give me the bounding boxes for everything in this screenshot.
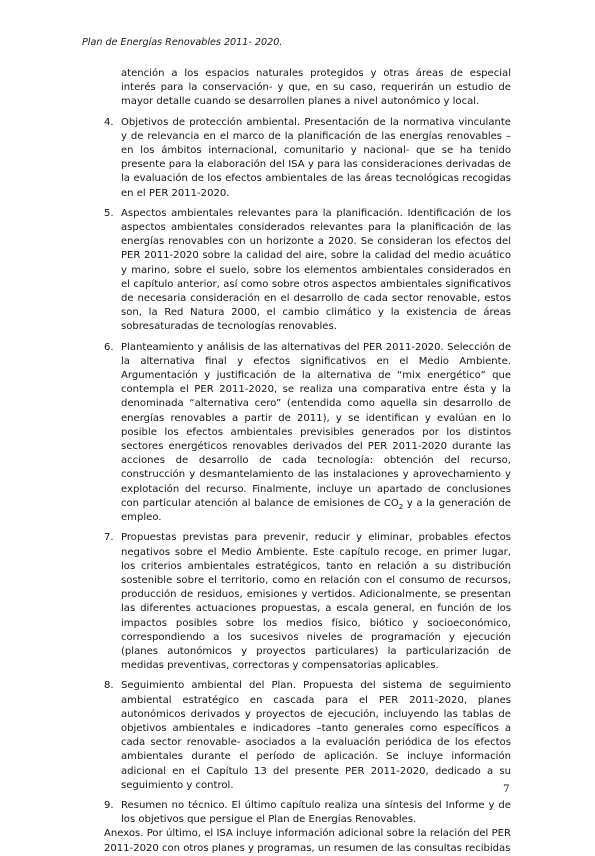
list-number: 4. xyxy=(104,116,114,128)
list-item-6 xyxy=(104,341,511,526)
page-number: 7 xyxy=(503,783,510,795)
list-item-text: Aspectos ambientales relevantes para la planificación. Identificación de los aspectos ambientales considerados relevantes para la planificación de las energías renovables con un horizonte a 2020. Se consideran los efectos del PER 2011-2020 sobre la calidad del aire, sobre la calidad del medio acuático y marino, sobre el suelo, sobre los elementos ambientales considerados en el capítulo anterior, así como sobre otros aspectos ambientales significativos de necesaria consideración en el desarrollo de cada sector renovable, estos son, la Red Natura 2000, el cambio climático y la existencia de áreas sobresaturadas de tecnologías renovables. xyxy=(121,207,511,333)
list-number: 9. xyxy=(104,799,114,811)
running-header: Plan de Energías Renovables 2011- 2020. xyxy=(82,37,283,48)
list-item-text: Seguimiento ambiental del Plan. Propuesta del sistema de seguimiento ambiental estratégico en cascada para el PER 2011-2020, planes autonómicos derivados y proyectos de ejecución, incluyendo las tablas de objetivos ambientales e indicadores –tanto generales como específicos a cada sector renovable- asociados a la evaluación periódica de los efectos ambientales durante el período de aplicación. Se incluye información adicional en el Capítulo 13 del presente PER 2011-2020, dedicado a su seguimiento y control. xyxy=(121,680,511,791)
list-number: 6. xyxy=(104,341,114,353)
list-item-9 xyxy=(104,799,511,827)
list-number: 8. xyxy=(104,680,114,692)
list-item-text-end: y a la generación de empleo. xyxy=(121,497,511,524)
subscript-2: 2 xyxy=(398,502,404,511)
list-item-5 xyxy=(104,207,511,335)
intro-continuation-paragraph: atención a los espacios naturales protegidos y otras áreas de especial interés para la conservación- y que, en su caso, requerirán un estudio de mayor detalle cuando se desarrollen planes a nivel autonómico y local. xyxy=(121,68,511,108)
body-text xyxy=(104,67,511,856)
list-number: 5. xyxy=(104,207,114,219)
list-item-text: Propuestas previstas para prevenir, reducir y eliminar, probables efectos negativos sobre el Medio Ambiente. Este capítulo recoge, en primer lugar, los criterios ambientales estratégicos, tanto en relación a su distribución sostenible sobre el territorio, como en relación con el consumo de recursos, producción de residuos, emisiones y vertidos. Adicionalmente, se presentan las diferentes actuaciones propuestas, a escala general, en función de los impactos posibles sobre los medios físico, biótico y socioeconómico, correspondiendo a los sucesivos niveles de programación y ejecución (planes autonómicos y proyectos particulares) la particularización de medidas preventivas, correctoras y compensatorias aplicables. xyxy=(121,532,511,672)
list-number: 7. xyxy=(104,532,114,544)
list-item-7 xyxy=(104,531,511,673)
list-item-text: Resumen no técnico. El último capítulo realiza una síntesis del Informe y de los objetivos que persigue el Plan de Energías Renovables. xyxy=(121,799,511,826)
list-item-8 xyxy=(104,679,511,793)
list-item-text: Objetivos de protección ambiental. Presentación de la normativa vinculante y de relevancia en el marco de la planificación de las energías renovables –en los ámbitos internacional, comunitario y nacional- que se ha tenido presente para la elaboración del ISA y para las consideraciones derivadas de la evaluación de los efectos ambientales de las áreas tecnológicas recogidas en el PER 2011-2020. xyxy=(121,116,511,199)
list-item-text: Planteamiento y análisis de las alternativas del PER 2011-2020. Selección de la alternativa final y efectos significativos en el Medio Ambiente. Argumentación y justificación de la alternativa de “mix energético” que contempla el PER 2011-2020, se realiza una comparativa entre ésta y la denominada “alternativa cero” (entendida como aquella sin desarrollo de energías renovables a partir de 2011), y se identifican y evalúan en lo posible los efectos ambientales previsibles generados por los distintos sectores energéticos renovables derivados del PER 2011-2020 durante las acciones de desarrollo de cada tecnología: obtención del recurso, construcción y desmantelamiento de las instalaciones y aprovechamiento y explotación del recurso. Finalmente, incluye un apartado de conclusiones con particular atención al balance de emisiones de CO xyxy=(121,341,511,509)
list-item-4 xyxy=(104,116,511,201)
annex-paragraph: Anexos. Por último, el ISA incluye información adicional sobre la relación del PER 2011-2020 con otros planes y programas, un resumen de las consultas recibidas xyxy=(104,828,511,854)
section-list xyxy=(104,116,511,828)
